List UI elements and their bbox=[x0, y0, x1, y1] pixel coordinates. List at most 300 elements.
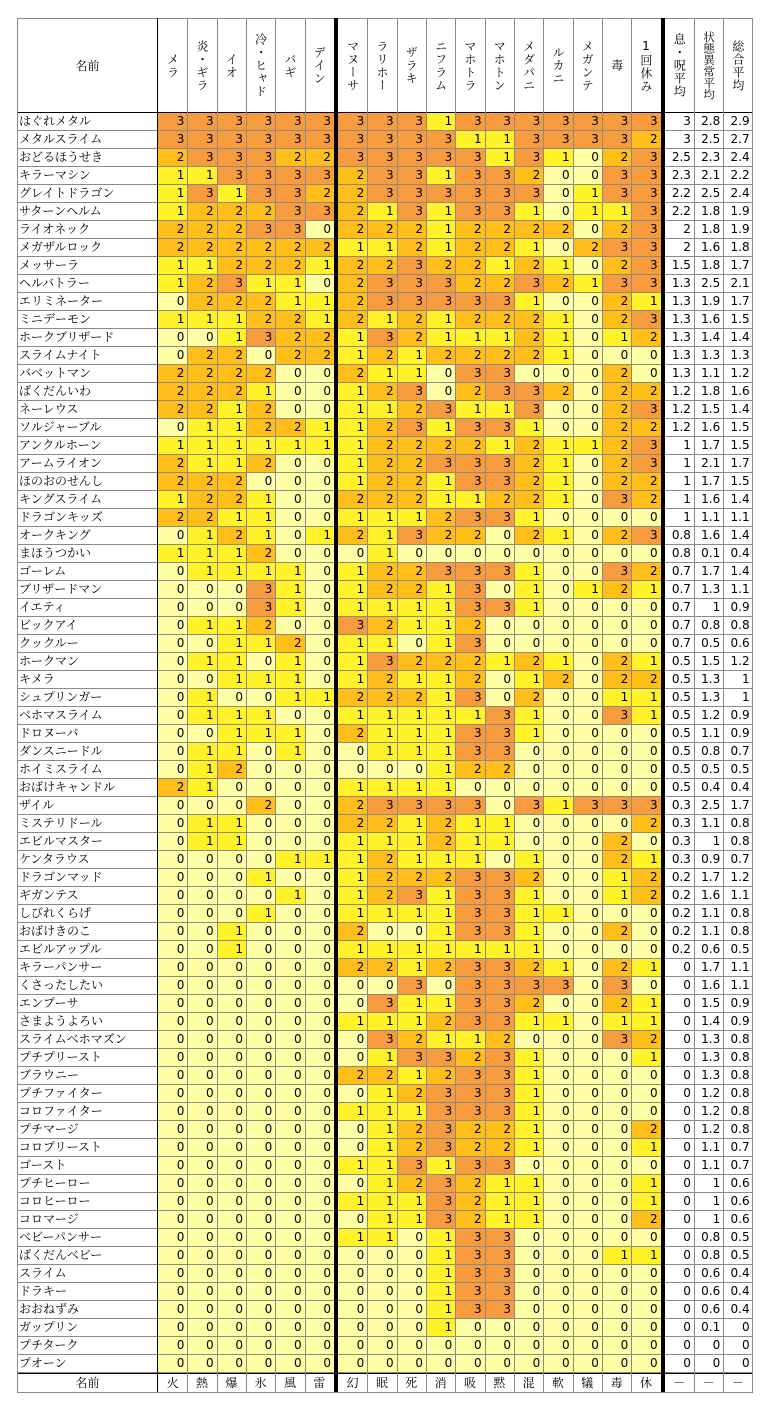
resist-cell: 0 bbox=[631, 365, 660, 383]
grid-line bbox=[17, 472, 753, 473]
resist-cell: 1 bbox=[246, 905, 275, 923]
resist-cell: 1 bbox=[338, 239, 367, 257]
monster-name: ドラゴンマッド bbox=[17, 869, 158, 887]
resist-cell: 0 bbox=[187, 1031, 216, 1049]
resist-cell: 0 bbox=[187, 887, 216, 905]
resist-cell: 0 bbox=[573, 545, 602, 563]
grid-line bbox=[367, 18, 368, 1392]
average-cell: 0.1 bbox=[694, 1319, 723, 1337]
resist-cell: 0 bbox=[217, 887, 246, 905]
resist-cell: 1 bbox=[158, 545, 187, 563]
resist-cell: 2 bbox=[397, 653, 426, 671]
resist-cell: 1 bbox=[367, 725, 396, 743]
resist-cell: 2 bbox=[217, 761, 246, 779]
resist-cell: 0 bbox=[187, 959, 216, 977]
monster-name: コロヒーロー bbox=[17, 1193, 158, 1211]
resist-cell: 2 bbox=[367, 617, 396, 635]
resist-cell: 0 bbox=[305, 473, 334, 491]
resist-cell: 0 bbox=[573, 635, 602, 653]
monster-name: キメラ bbox=[17, 671, 158, 689]
resist-cell: 1 bbox=[338, 581, 367, 599]
resist-cell: 1 bbox=[187, 527, 216, 545]
resist-cell: 3 bbox=[217, 131, 246, 149]
resist-cell: 0 bbox=[305, 923, 334, 941]
resist-cell: 2 bbox=[338, 923, 367, 941]
resist-cell: 1 bbox=[367, 203, 396, 221]
monster-name: まほうつかい bbox=[17, 545, 158, 563]
average-cell: 0.2 bbox=[665, 941, 694, 959]
resist-cell: 0 bbox=[397, 761, 426, 779]
grid-line bbox=[305, 18, 306, 1392]
resist-cell: 0 bbox=[275, 905, 304, 923]
grid-line bbox=[246, 18, 247, 1392]
resist-cell: 2 bbox=[514, 491, 543, 509]
resist-cell: 3 bbox=[485, 1301, 514, 1319]
resist-cell: 0 bbox=[305, 815, 334, 833]
resist-cell: 1 bbox=[305, 527, 334, 545]
resist-cell: 0 bbox=[573, 1355, 602, 1373]
resist-cell: 3 bbox=[514, 977, 543, 995]
resist-cell: 0 bbox=[275, 779, 304, 797]
resist-cell: 2 bbox=[187, 239, 216, 257]
resist-cell: 0 bbox=[397, 1247, 426, 1265]
resist-cell: 1 bbox=[246, 671, 275, 689]
resist-cell: 0 bbox=[514, 1031, 543, 1049]
resist-cell: 2 bbox=[485, 347, 514, 365]
header-bagi bbox=[275, 18, 304, 113]
resist-cell: 3 bbox=[631, 797, 660, 815]
resist-cell: 1 bbox=[217, 311, 246, 329]
resist-cell: 1 bbox=[367, 1229, 396, 1247]
header-rukani bbox=[543, 18, 572, 113]
average-cell: 0.8 bbox=[723, 1049, 752, 1067]
footer-label: 爆 bbox=[225, 1376, 238, 1390]
average-cell: 1.3 bbox=[694, 581, 723, 599]
resist-cell: 1 bbox=[217, 437, 246, 455]
resist-cell: 2 bbox=[602, 473, 631, 491]
resist-cell: 0 bbox=[631, 617, 660, 635]
monster-name: ビックアイ bbox=[17, 617, 158, 635]
resist-cell: 1 bbox=[631, 851, 660, 869]
resist-cell: 0 bbox=[573, 329, 602, 347]
monster-name: ブラウニー bbox=[17, 1067, 158, 1085]
resist-cell: 1 bbox=[217, 419, 246, 437]
average-cell: 1.7 bbox=[723, 257, 752, 275]
resist-cell: 3 bbox=[367, 131, 396, 149]
resist-cell: 0 bbox=[573, 743, 602, 761]
resist-cell: 2 bbox=[187, 347, 216, 365]
resist-cell: 2 bbox=[246, 419, 275, 437]
resist-cell: 1 bbox=[338, 653, 367, 671]
resist-cell: 0 bbox=[246, 851, 275, 869]
monster-name: ライオネック bbox=[17, 221, 158, 239]
resist-cell: 0 bbox=[573, 167, 602, 185]
resist-cell: 2 bbox=[338, 527, 367, 545]
resist-cell: 1 bbox=[514, 563, 543, 581]
resist-cell: 0 bbox=[455, 779, 484, 797]
resist-cell: 3 bbox=[275, 221, 304, 239]
resist-cell: 3 bbox=[246, 185, 275, 203]
resist-cell: 0 bbox=[187, 1157, 216, 1175]
resist-cell: 2 bbox=[338, 689, 367, 707]
resist-cell: 0 bbox=[158, 761, 187, 779]
resist-cell: 0 bbox=[514, 617, 543, 635]
resist-cell: 3 bbox=[455, 581, 484, 599]
resist-cell: 2 bbox=[631, 473, 660, 491]
resist-cell: 2 bbox=[455, 1049, 484, 1067]
grid-line bbox=[17, 832, 753, 833]
resist-cell: 0 bbox=[602, 1265, 631, 1283]
resist-cell: 0 bbox=[573, 455, 602, 473]
average-cell: 1.3 bbox=[694, 1049, 723, 1067]
resist-cell: 0 bbox=[187, 1121, 216, 1139]
resist-cell: 0 bbox=[573, 1157, 602, 1175]
resist-cell: 2 bbox=[397, 491, 426, 509]
resist-cell: 0 bbox=[275, 365, 304, 383]
resist-cell: 1 bbox=[397, 365, 426, 383]
resist-cell: 0 bbox=[187, 329, 216, 347]
resist-cell: 0 bbox=[631, 599, 660, 617]
resist-cell: 0 bbox=[602, 1337, 631, 1355]
resist-cell: 1 bbox=[367, 1211, 396, 1229]
resist-cell: 0 bbox=[543, 707, 572, 725]
resist-cell: 1 bbox=[514, 239, 543, 257]
resist-cell: 1 bbox=[187, 545, 216, 563]
average-cell: 0.4 bbox=[723, 1265, 752, 1283]
resist-cell: 0 bbox=[573, 1103, 602, 1121]
monster-name: エリミネーター bbox=[17, 293, 158, 311]
resist-cell: 0 bbox=[543, 1337, 572, 1355]
header-label: マヌーサ bbox=[345, 39, 360, 92]
resist-cell: 1 bbox=[455, 491, 484, 509]
resist-cell: 0 bbox=[275, 1139, 304, 1157]
resist-cell: 1 bbox=[514, 887, 543, 905]
resist-cell: 3 bbox=[426, 1139, 455, 1157]
resist-cell: 2 bbox=[455, 221, 484, 239]
monster-name: ドロヌーバ bbox=[17, 725, 158, 743]
resist-cell: 2 bbox=[367, 815, 396, 833]
resist-cell: 1 bbox=[631, 653, 660, 671]
average-cell: 0.8 bbox=[665, 527, 694, 545]
average-cell: 0.8 bbox=[723, 815, 752, 833]
resist-cell: 0 bbox=[275, 473, 304, 491]
resist-cell: 0 bbox=[305, 1049, 334, 1067]
resist-cell: 2 bbox=[602, 419, 631, 437]
resist-cell: 1 bbox=[426, 617, 455, 635]
resist-cell: 0 bbox=[246, 995, 275, 1013]
resist-cell: 0 bbox=[426, 545, 455, 563]
resist-cell: 2 bbox=[397, 563, 426, 581]
resist-cell: 3 bbox=[602, 1031, 631, 1049]
resist-cell: 2 bbox=[217, 239, 246, 257]
resist-cell: 3 bbox=[367, 167, 396, 185]
resist-cell: 0 bbox=[338, 1049, 367, 1067]
resist-cell: 1 bbox=[426, 221, 455, 239]
grid-line bbox=[17, 958, 753, 959]
resist-cell: 0 bbox=[217, 1049, 246, 1067]
resist-cell: 1 bbox=[338, 851, 367, 869]
average-cell: 1 bbox=[665, 491, 694, 509]
resist-cell: 1 bbox=[397, 1103, 426, 1121]
resist-cell: 3 bbox=[338, 113, 367, 131]
resist-cell: 1 bbox=[426, 473, 455, 491]
resist-cell: 0 bbox=[158, 599, 187, 617]
resist-cell: 3 bbox=[631, 275, 660, 293]
resist-cell: 3 bbox=[397, 113, 426, 131]
average-cell: 0.5 bbox=[665, 779, 694, 797]
resist-cell: 0 bbox=[602, 725, 631, 743]
average-cell: 0.8 bbox=[723, 905, 752, 923]
grid-line bbox=[17, 1264, 753, 1265]
resist-cell: 1 bbox=[217, 653, 246, 671]
resist-cell: 0 bbox=[543, 1265, 572, 1283]
resist-cell: 0 bbox=[217, 851, 246, 869]
resist-cell: 0 bbox=[543, 293, 572, 311]
resist-cell: 3 bbox=[455, 1013, 484, 1031]
monster-name: ホークブリザード bbox=[17, 329, 158, 347]
resist-cell: 0 bbox=[246, 923, 275, 941]
average-cell: 0 bbox=[665, 995, 694, 1013]
resist-cell: 1 bbox=[338, 707, 367, 725]
resist-cell: 3 bbox=[485, 455, 514, 473]
resist-cell: 3 bbox=[455, 797, 484, 815]
grid-line bbox=[17, 18, 18, 1392]
resist-cell: 3 bbox=[455, 473, 484, 491]
resist-cell: 3 bbox=[426, 1103, 455, 1121]
resist-cell: 0 bbox=[246, 1355, 275, 1373]
resist-cell: 1 bbox=[514, 1211, 543, 1229]
resist-cell: 3 bbox=[455, 689, 484, 707]
resist-cell: 0 bbox=[275, 1301, 304, 1319]
header-label: 状態異常平均 bbox=[702, 31, 717, 100]
resist-cell: 2 bbox=[305, 149, 334, 167]
resist-cell: 3 bbox=[367, 329, 396, 347]
average-cell: 0.3 bbox=[665, 797, 694, 815]
resist-cell: 1 bbox=[426, 1247, 455, 1265]
resist-cell: 0 bbox=[305, 869, 334, 887]
resist-cell: 3 bbox=[455, 1085, 484, 1103]
resist-cell: 1 bbox=[275, 671, 304, 689]
resist-cell: 3 bbox=[455, 1247, 484, 1265]
resist-cell: 0 bbox=[305, 977, 334, 995]
resist-cell: 1 bbox=[543, 347, 572, 365]
resist-cell: 2 bbox=[602, 383, 631, 401]
resist-cell: 2 bbox=[158, 401, 187, 419]
resist-cell: 3 bbox=[455, 599, 484, 617]
resist-cell: 2 bbox=[602, 581, 631, 599]
resist-cell: 0 bbox=[275, 1157, 304, 1175]
resist-cell: 0 bbox=[485, 581, 514, 599]
resist-cell: 0 bbox=[275, 1355, 304, 1373]
resist-cell: 0 bbox=[305, 401, 334, 419]
resist-cell: 1 bbox=[397, 617, 426, 635]
resist-cell: 2 bbox=[158, 365, 187, 383]
resist-cell: 0 bbox=[275, 545, 304, 563]
resist-cell: 3 bbox=[455, 167, 484, 185]
resist-cell: 1 bbox=[217, 401, 246, 419]
resist-cell: 1 bbox=[338, 635, 367, 653]
resist-cell: 3 bbox=[338, 149, 367, 167]
average-cell: 2.5 bbox=[694, 797, 723, 815]
resist-cell: 0 bbox=[217, 1319, 246, 1337]
average-cell: 0.5 bbox=[723, 761, 752, 779]
average-cell: 0 bbox=[665, 1355, 694, 1373]
resist-cell: 1 bbox=[514, 671, 543, 689]
resist-cell: 2 bbox=[455, 239, 484, 257]
resist-cell: 3 bbox=[631, 257, 660, 275]
resist-cell: 0 bbox=[305, 1337, 334, 1355]
resist-cell: 0 bbox=[305, 671, 334, 689]
monster-name: ブリザードマン bbox=[17, 581, 158, 599]
resist-cell: 0 bbox=[305, 653, 334, 671]
resist-cell: 0 bbox=[305, 1175, 334, 1193]
resist-cell: 0 bbox=[573, 923, 602, 941]
header-mahoton bbox=[485, 18, 514, 113]
resist-cell: 0 bbox=[246, 1319, 275, 1337]
resist-cell: 2 bbox=[397, 329, 426, 347]
monster-name: メタルスライム bbox=[17, 131, 158, 149]
resist-cell: 1 bbox=[158, 437, 187, 455]
monster-name: バベットマン bbox=[17, 365, 158, 383]
grid-line bbox=[17, 1318, 753, 1319]
footer-label: 毒 bbox=[610, 1376, 623, 1390]
resist-cell: 2 bbox=[158, 149, 187, 167]
resist-cell: 0 bbox=[397, 1355, 426, 1373]
grid-line bbox=[17, 688, 753, 689]
average-cell: 0.6 bbox=[694, 941, 723, 959]
resist-cell: 0 bbox=[573, 995, 602, 1013]
resist-cell: 3 bbox=[485, 1247, 514, 1265]
grid-line bbox=[187, 18, 188, 1392]
resist-cell: 0 bbox=[187, 671, 216, 689]
resist-cell: 3 bbox=[426, 275, 455, 293]
resist-cell: 2 bbox=[187, 383, 216, 401]
resist-cell: 2 bbox=[455, 653, 484, 671]
resist-cell: 0 bbox=[338, 1085, 367, 1103]
resist-cell: 2 bbox=[367, 887, 396, 905]
resist-cell: 1 bbox=[514, 1103, 543, 1121]
grid-line bbox=[543, 18, 544, 1392]
average-cell: 1.4 bbox=[694, 329, 723, 347]
resist-cell: 3 bbox=[455, 1103, 484, 1121]
resist-cell: 1 bbox=[338, 779, 367, 797]
header-breath bbox=[665, 18, 694, 113]
resist-cell: 2 bbox=[187, 221, 216, 239]
resist-cell: 0 bbox=[305, 1103, 334, 1121]
resist-cell: 0 bbox=[602, 815, 631, 833]
resist-cell: 0 bbox=[187, 1067, 216, 1085]
resist-cell: 0 bbox=[305, 761, 334, 779]
resist-cell: 1 bbox=[543, 1013, 572, 1031]
resist-cell: 0 bbox=[485, 779, 514, 797]
resist-cell: 0 bbox=[217, 599, 246, 617]
resist-cell: 0 bbox=[275, 707, 304, 725]
average-cell: 0.8 bbox=[723, 923, 752, 941]
resist-cell: 1 bbox=[338, 1103, 367, 1121]
resist-cell: 2 bbox=[455, 383, 484, 401]
grid-line bbox=[17, 598, 753, 599]
resist-cell: 1 bbox=[573, 275, 602, 293]
resist-cell: 3 bbox=[455, 455, 484, 473]
resist-cell: 1 bbox=[367, 239, 396, 257]
resist-cell: 2 bbox=[514, 221, 543, 239]
resist-cell: 0 bbox=[275, 383, 304, 401]
grid-line bbox=[17, 742, 753, 743]
resist-cell: 0 bbox=[631, 1301, 660, 1319]
resist-cell: 1 bbox=[485, 1175, 514, 1193]
grid-line bbox=[17, 1282, 753, 1283]
grid-line bbox=[17, 418, 753, 419]
average-cell: 1.3 bbox=[723, 347, 752, 365]
resist-cell: 0 bbox=[275, 401, 304, 419]
average-cell: 2.8 bbox=[694, 113, 723, 131]
monster-name: ホイミスライム bbox=[17, 761, 158, 779]
header-label: 毒 bbox=[609, 59, 624, 72]
resist-cell: 0 bbox=[543, 1085, 572, 1103]
resist-cell: 3 bbox=[397, 527, 426, 545]
average-cell: 0.3 bbox=[665, 851, 694, 869]
resist-cell: 2 bbox=[187, 293, 216, 311]
resist-cell: 0 bbox=[543, 1031, 572, 1049]
resist-cell: 1 bbox=[367, 707, 396, 725]
resist-cell: 1 bbox=[367, 1049, 396, 1067]
average-cell: 1.5 bbox=[723, 473, 752, 491]
resist-cell: 0 bbox=[485, 671, 514, 689]
resist-cell: 2 bbox=[305, 239, 334, 257]
resist-cell: 1 bbox=[338, 1157, 367, 1175]
resist-cell: 0 bbox=[543, 1229, 572, 1247]
resist-cell: 2 bbox=[367, 851, 396, 869]
resist-cell: 2 bbox=[217, 365, 246, 383]
resist-cell: 0 bbox=[246, 833, 275, 851]
average-cell: 1.6 bbox=[694, 977, 723, 995]
resist-cell: 3 bbox=[573, 113, 602, 131]
monster-name: ほのおのせんし bbox=[17, 473, 158, 491]
resist-cell: 2 bbox=[455, 1139, 484, 1157]
grid-line bbox=[17, 490, 753, 491]
resist-cell: 1 bbox=[485, 131, 514, 149]
grid-line bbox=[17, 652, 753, 653]
average-cell: 1 bbox=[665, 437, 694, 455]
resist-cell: 2 bbox=[631, 1121, 660, 1139]
resist-cell: 2 bbox=[455, 437, 484, 455]
average-cell: 1.1 bbox=[723, 509, 752, 527]
monster-name: スライム bbox=[17, 1265, 158, 1283]
monster-name: プオーン bbox=[17, 1355, 158, 1373]
resist-cell: 3 bbox=[631, 401, 660, 419]
resist-cell: 1 bbox=[543, 329, 572, 347]
resist-cell: 0 bbox=[631, 1103, 660, 1121]
resist-cell: 3 bbox=[455, 887, 484, 905]
resist-cell: 0 bbox=[187, 1355, 216, 1373]
resist-cell: 0 bbox=[305, 509, 334, 527]
resist-cell: 0 bbox=[631, 1265, 660, 1283]
resist-cell: 2 bbox=[338, 311, 367, 329]
resist-cell: 1 bbox=[305, 311, 334, 329]
resist-cell: 0 bbox=[158, 689, 187, 707]
resist-cell: 0 bbox=[631, 725, 660, 743]
resist-cell: 1 bbox=[275, 689, 304, 707]
resist-cell: 0 bbox=[573, 257, 602, 275]
grid-line bbox=[17, 454, 753, 455]
resist-cell: 3 bbox=[485, 959, 514, 977]
resist-cell: 0 bbox=[514, 1301, 543, 1319]
resist-cell: 0 bbox=[217, 977, 246, 995]
resist-cell: 2 bbox=[367, 437, 396, 455]
resist-cell: 1 bbox=[187, 437, 216, 455]
resist-cell: 2 bbox=[367, 383, 396, 401]
resist-cell: 0 bbox=[187, 995, 216, 1013]
